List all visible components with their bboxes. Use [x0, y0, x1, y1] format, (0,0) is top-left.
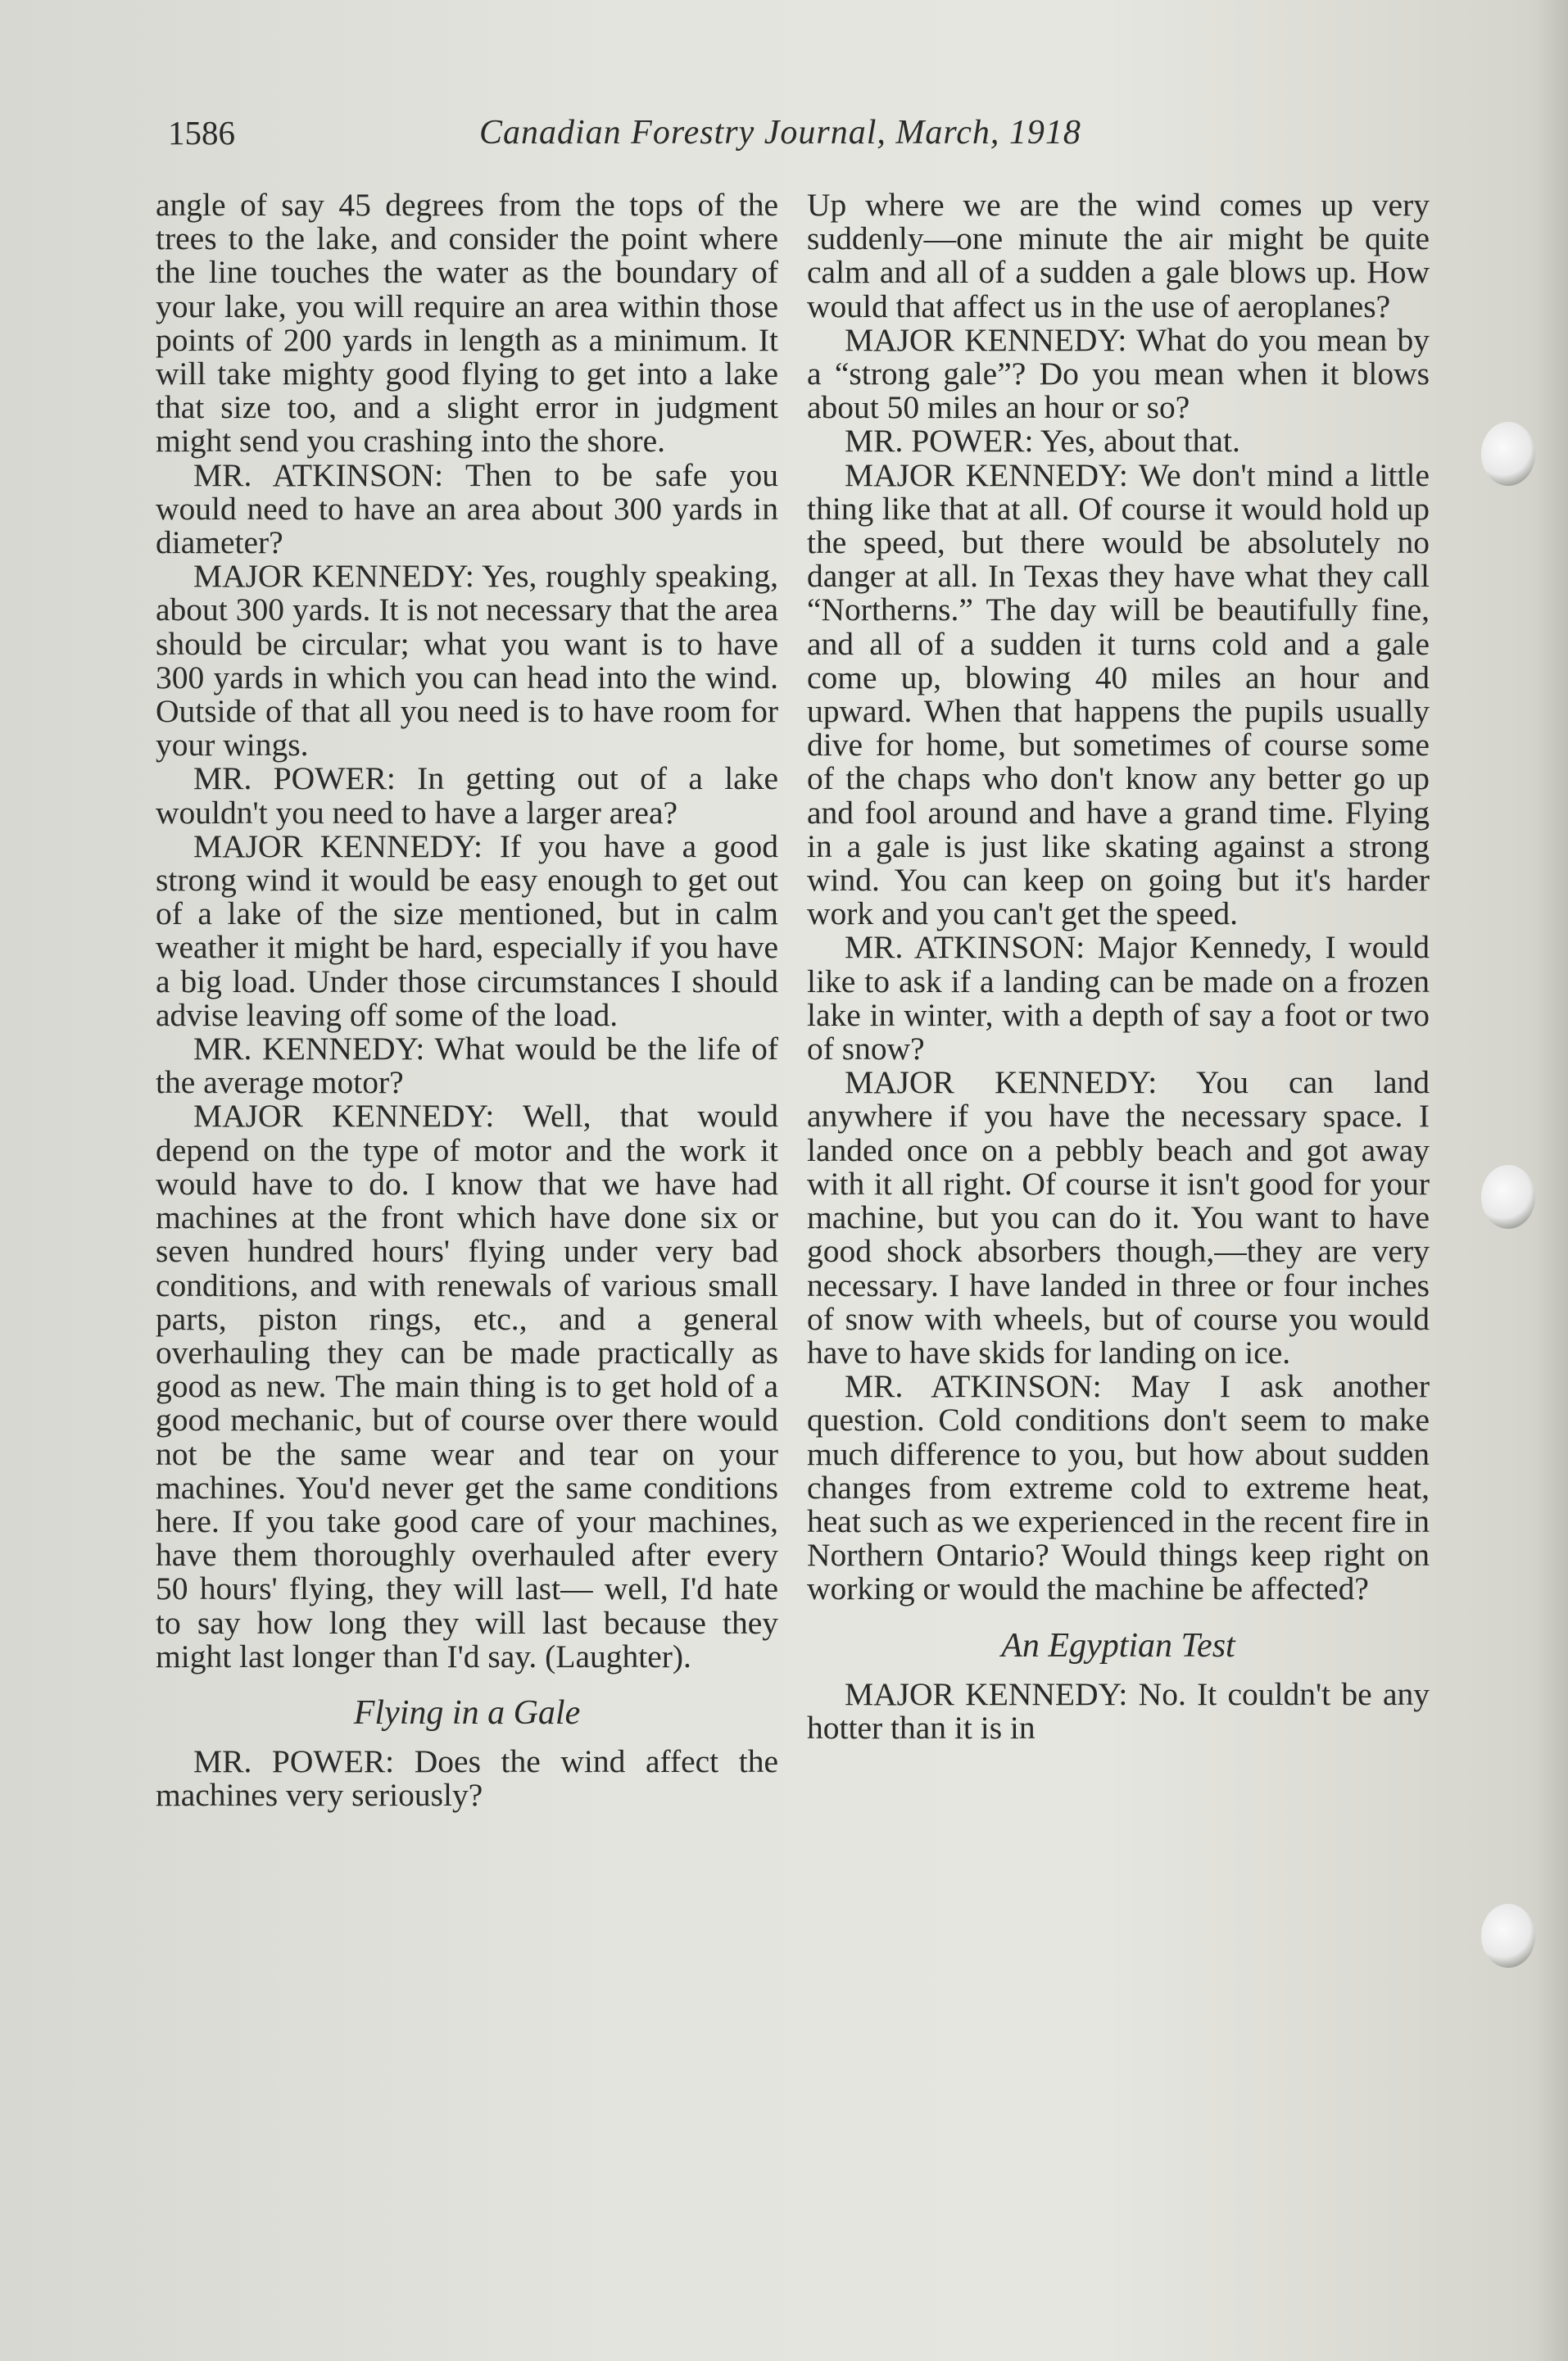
paragraph: MR. ATKINSON: Then to be safe you would need to have an area about 300 yards in diameter? [156, 456, 778, 561]
section-heading-an-egyptian-test: An Egyptian Test [1001, 1626, 1235, 1665]
paragraph: MR. ATKINSON: May I ask another question. Cold conditions don't seem to make much difference to you, but how about sudden changes from extreme cold to extreme heat, heat such as we experienced in the recent fire in Northern Ontario? Would things keep right on working or would the machine be affected? [807, 1368, 1430, 1607]
right-column [807, 188, 1430, 1745]
running-head [168, 113, 1421, 162]
paragraph: MR. KENNEDY: What would be the life of the average motor? [156, 1031, 778, 1101]
paragraph: Up where we are the wind comes up very suddenly—one minute the air might be quite calm and all of a sudden a gale blows up. How would that affect us in the use of aeroplanes? [807, 187, 1430, 324]
paragraph: MAJOR KENNEDY: No. It couldn't be any hotter than it is in [807, 1675, 1430, 1746]
page-edge-shadow [1535, 0, 1568, 2361]
paragraph: MAJOR KENNEDY: You can land anywhere if you have the necessary space. I landed once on a pebbly beach and got away with it all right. Of course it isn't good for your machine, but you can do it. You want to have good shock absorbers though,—they are very necessary. I have landed in three or four inches of snow with wheels, but of course you would have to have skids for landing on ice. [807, 1064, 1430, 1371]
paragraph: MR. POWER: Does the wind affect the machines very seriously? [156, 1743, 778, 1814]
paragraph: angle of say 45 degrees from the tops of the trees to the lake, and consider the point where the line touches the water as the boundary of your lake, you will require an area within those points of 200 yards in length as a minimum. It will take mighty good flying to get into a lake that size too, and a slight error in judgment might send you crashing into the shore. [156, 187, 778, 460]
paragraph: MR. ATKINSON: Major Kennedy, I would like to ask if a landing can be made on a frozen lake in winter, with a depth of say a foot or two of snow? [807, 929, 1430, 1067]
page-number: 1586 [168, 114, 235, 152]
binding-hole-middle [1481, 1165, 1535, 1229]
paragraph: MAJOR KENNEDY: We don't mind a little thing like that at all. Of course it would hold up the speed, but there would be absolutely no danger at all. In Texas they have what they call “Northerns.” The day will be beautifully fine, and all of a sudden it turns cold and a gale come up, blowing 40 miles an hour and upward. When that happens the pupils usually dive for home, but sometimes of course some of the chaps who don't know any better go up and fool around and have a grand time. Flying in a gale is just like skating against a strong wind. You can keep on going but it's harder work and you can't get the speed. [807, 456, 1430, 932]
paragraph: MR. POWER: Yes, about that. [845, 423, 1240, 460]
paragraph: MAJOR KENNEDY: What do you mean by a “strong gale”? Do you mean when it blows about 50 miles an hour or so? [807, 321, 1430, 426]
section-heading-flying-in-a-gale: Flying in a Gale [353, 1693, 581, 1732]
paragraph: MAJOR KENNEDY: If you have a good strong wind it would be easy enough to get out of a lake of the size mentioned, but in calm weather it might be hard, especially if you have a big load. Under those circumstances I should advise leaving off some of the load. [156, 827, 778, 1033]
left-column [156, 188, 778, 1813]
journal-title: Canadian Forestry Journal, March, 1918 [479, 114, 1081, 152]
binding-hole-bottom [1481, 1904, 1535, 1968]
paragraph: MR. POWER: In getting out of a lake wouldn't you need to have a larger area? [156, 760, 778, 831]
binding-hole-top [1481, 422, 1535, 486]
paragraph: MAJOR KENNEDY: Well, that would depend on the type of motor and the work it would have to do. I know that we have had machines at the front which have done six or seven hundred hours' flying under very bad conditions, and with renewals of various small parts, piston rings, etc., and a general overhauling they can be made practically as good as new. The main thing is to get hold of a good mechanic, but of course over there would not be the same wear and tear on your machines. You'd never get the same conditions here. If you take good care of your machines, have them thoroughly overhauled after every 50 hours' flying, they will last— well, I'd hate to say how long they will last because they might last longer than I'd say. (Laughter). [156, 1098, 778, 1674]
paragraph: MAJOR KENNEDY: Yes, roughly speaking, about 300 yards. It is not necessary that the area should be circular; what you want is to have 300 yards in which you can head into the wind. Outside of that all you need is to have room for your wings. [156, 558, 778, 764]
